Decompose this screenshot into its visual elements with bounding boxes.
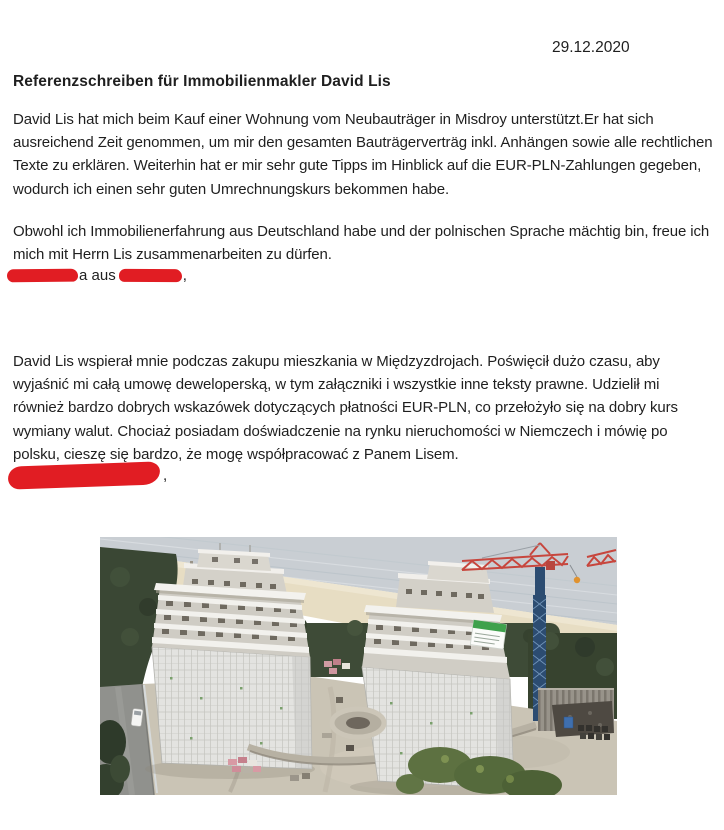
redaction-scribble-icon	[7, 269, 78, 283]
redaction-scribble-icon	[8, 461, 161, 489]
paragraph-german-2: Obwohl ich Immobilienerfahrung aus Deutschland habe und der polnischen Sprache mächtig bin, freue ich mich mit Herrn Lis zusammenarbeiten zu dürfen.	[13, 223, 710, 264]
document-date: 29.12.2020	[552, 39, 630, 56]
paragraph-german-1: David Lis hat mich beim Kauf einer Wohnung vom Neubauträger in Misdroy unterstützt.Er hat sich ausreichend Zeit genommen, um mir den gesamten Bauträgerverträg inkl. Anhängen sowie alle rechtlichen Texte zu erklären. Weiterhin hat er mir sehr gute Tipps im Hinblick auf die EUR-PLN-Zahlungen gegeben, wodurch ich einen sehr guten Umrechnungskurs bekommen habe.	[13, 111, 713, 198]
redacted-sender-line	[7, 267, 187, 285]
redaction-scribble-icon	[119, 269, 182, 282]
construction-site-photo	[100, 537, 617, 795]
green-banner	[470, 620, 506, 649]
paragraph-polish: David Lis wspierał mnie podczas zakupu mieszkania w Międzyzdrojach. Poświęcił dużo czasu, aby wyjaśnić mi całą umowę deweloperską, w tym załączniki i wszystkie inne teksty prawne. Udzielił mi również bardzo dobrych wskazówek dotyczących płatności EUR-PLN, co przełożyło się na dobry kurs wymiany walut. Chociaż posiadam doświadczenie na rynku nieruchomości w Niemczech i mówię po polsku, cieszę się bardzo, że mogę współpracować z Panem Lisem.	[13, 353, 678, 463]
redacted-signature-line	[8, 464, 167, 487]
document-title: Referenzschreiben für Immobilienmakler David Lis	[13, 73, 391, 90]
comma: ,	[182, 267, 187, 284]
visible-text-fragment: a aus	[79, 267, 116, 284]
round-concrete-structure	[332, 709, 384, 737]
comma: ,	[163, 467, 168, 484]
blue-container	[564, 717, 573, 728]
white-van	[131, 708, 143, 726]
